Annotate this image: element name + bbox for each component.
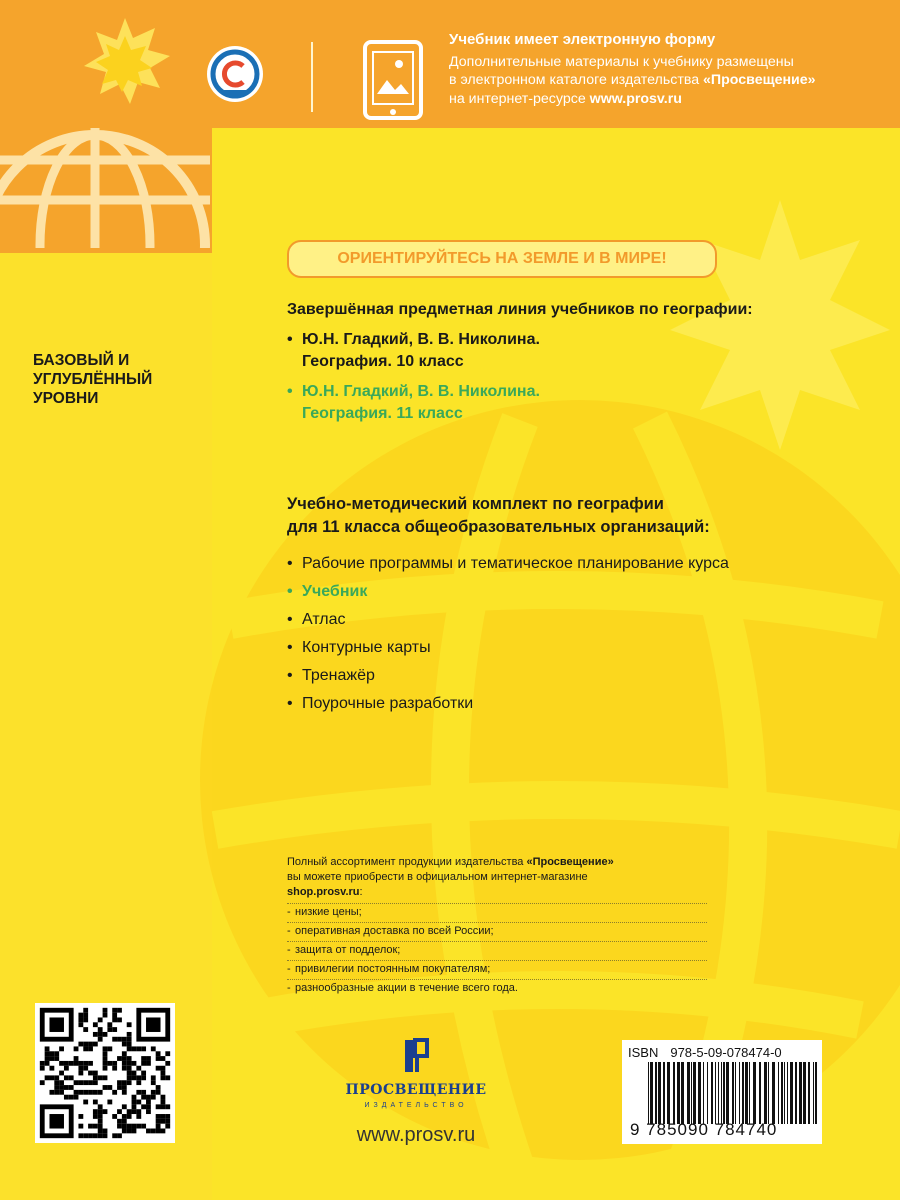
eform-publisher: «Просвещение» xyxy=(703,72,816,88)
bullet: • xyxy=(287,383,293,400)
publisher-logo-icon xyxy=(401,1038,431,1074)
shop-line2: вы можете приобрести в официальном интернет-магазине xyxy=(287,871,588,883)
benefit-text: оперативная доставка по всей России; xyxy=(295,925,494,937)
small-globe-icon xyxy=(0,128,212,355)
shop-colon: : xyxy=(359,886,363,898)
list-item xyxy=(287,578,887,606)
isbn-label: ISBN xyxy=(628,1045,659,1060)
textbook-line-title: Завершённая предметная линия учебников по географии: xyxy=(287,301,753,318)
shop-publisher: «Просвещение» xyxy=(526,856,614,868)
kit-item-label: Контурные карты xyxy=(302,639,431,656)
benefit-text: привилегии постоянным покупателям; xyxy=(295,963,491,975)
header-divider xyxy=(311,42,313,112)
barcode-digits: 9 785090 784740 xyxy=(630,1120,778,1139)
publisher-site[interactable]: www.prosv.ru xyxy=(356,1124,476,1146)
bullet: • xyxy=(287,639,293,656)
eform-line2: в электронном каталоге издательства xyxy=(449,72,700,88)
electronic-form-note xyxy=(449,31,889,108)
publisher-name: ПРОСВЕЩЕНИЕ xyxy=(345,1082,487,1098)
publisher-subtitle: ИЗДАТЕЛЬСТВО xyxy=(364,1102,468,1109)
eform-line2-wrap xyxy=(449,71,889,90)
list-item xyxy=(287,960,707,979)
shop-info xyxy=(287,855,707,998)
tablet-icon xyxy=(363,40,423,120)
book-item-11 xyxy=(287,381,540,425)
list-item xyxy=(287,550,887,578)
bullet: • xyxy=(287,583,293,600)
shop-site-link[interactable]: shop.prosv.ru xyxy=(287,886,360,898)
level-label: БАЗОВЫЙ И УГЛУБЛЁННЫЙ УРОВНИ xyxy=(33,352,153,407)
kit-item-label: Атлас xyxy=(302,611,346,628)
barcode-icon xyxy=(648,1062,818,1124)
kit-item-label: Рабочие программы и тематическое планирование курса xyxy=(302,555,729,572)
list-item xyxy=(287,662,887,690)
list-item xyxy=(287,922,707,941)
list-item xyxy=(287,903,707,922)
eform-line3: на интернет-ресурсе xyxy=(449,90,586,107)
benefit-text: разнообразные акции в течение всего года. xyxy=(295,982,518,994)
bullet: • xyxy=(287,611,293,628)
dash: - xyxy=(287,963,291,975)
dash: - xyxy=(287,944,291,956)
book-authors: Ю.Н. Гладкий, В. В. Николина. xyxy=(302,331,540,348)
list-item xyxy=(287,979,707,998)
book-item-10 xyxy=(287,329,540,373)
eform-title: Учебник имеет электронную форму xyxy=(449,31,716,48)
benefit-text: низкие цены; xyxy=(295,906,362,918)
isbn-line xyxy=(628,1045,782,1060)
bullet: • xyxy=(287,555,293,572)
bullet: • xyxy=(287,667,293,684)
dash: - xyxy=(287,925,291,937)
eform-line1: Дополнительные материалы к учебнику размещены xyxy=(449,53,794,70)
book-title: География. 11 класс xyxy=(302,405,463,422)
eform-site[interactable]: www.prosv.ru xyxy=(589,90,682,107)
kit-title-line1: Учебно-методический комплект по географии xyxy=(287,495,664,513)
dash: - xyxy=(287,982,291,994)
kit-item-label: Поурочные разработки xyxy=(302,695,474,712)
list-item xyxy=(287,634,887,662)
qr-code-icon[interactable] xyxy=(35,1003,175,1143)
shop-line1: Полный ассортимент продукции издательства xyxy=(287,856,524,868)
slogan-box: ОРИЕНТИРУЙТЕСЬ НА ЗЕМЛЕ И В МИРЕ! xyxy=(287,240,717,278)
bullet: • xyxy=(287,331,293,348)
bullet: • xyxy=(287,695,293,712)
eform-line3-wrap xyxy=(449,90,889,109)
book-title: География. 10 класс xyxy=(302,353,464,370)
list-item xyxy=(287,690,887,718)
list-item xyxy=(287,606,887,634)
kit-title xyxy=(287,493,887,539)
isbn-number: 978-5-09-078474-0 xyxy=(670,1045,782,1060)
kit-item-label: Учебник xyxy=(302,583,368,600)
shop-benefits xyxy=(287,903,707,998)
kit-list xyxy=(287,550,887,718)
list-item xyxy=(287,941,707,960)
benefit-text: защита от подделок; xyxy=(295,944,401,956)
kit-item-label: Тренажёр xyxy=(302,667,375,684)
dash: - xyxy=(287,906,291,918)
kit-title-line2: для 11 класса общеобразовательных организаций: xyxy=(287,518,710,536)
book-authors: Ю.Н. Гладкий, В. В. Николина. xyxy=(302,383,540,400)
electronic-form-logo-icon xyxy=(205,44,265,104)
